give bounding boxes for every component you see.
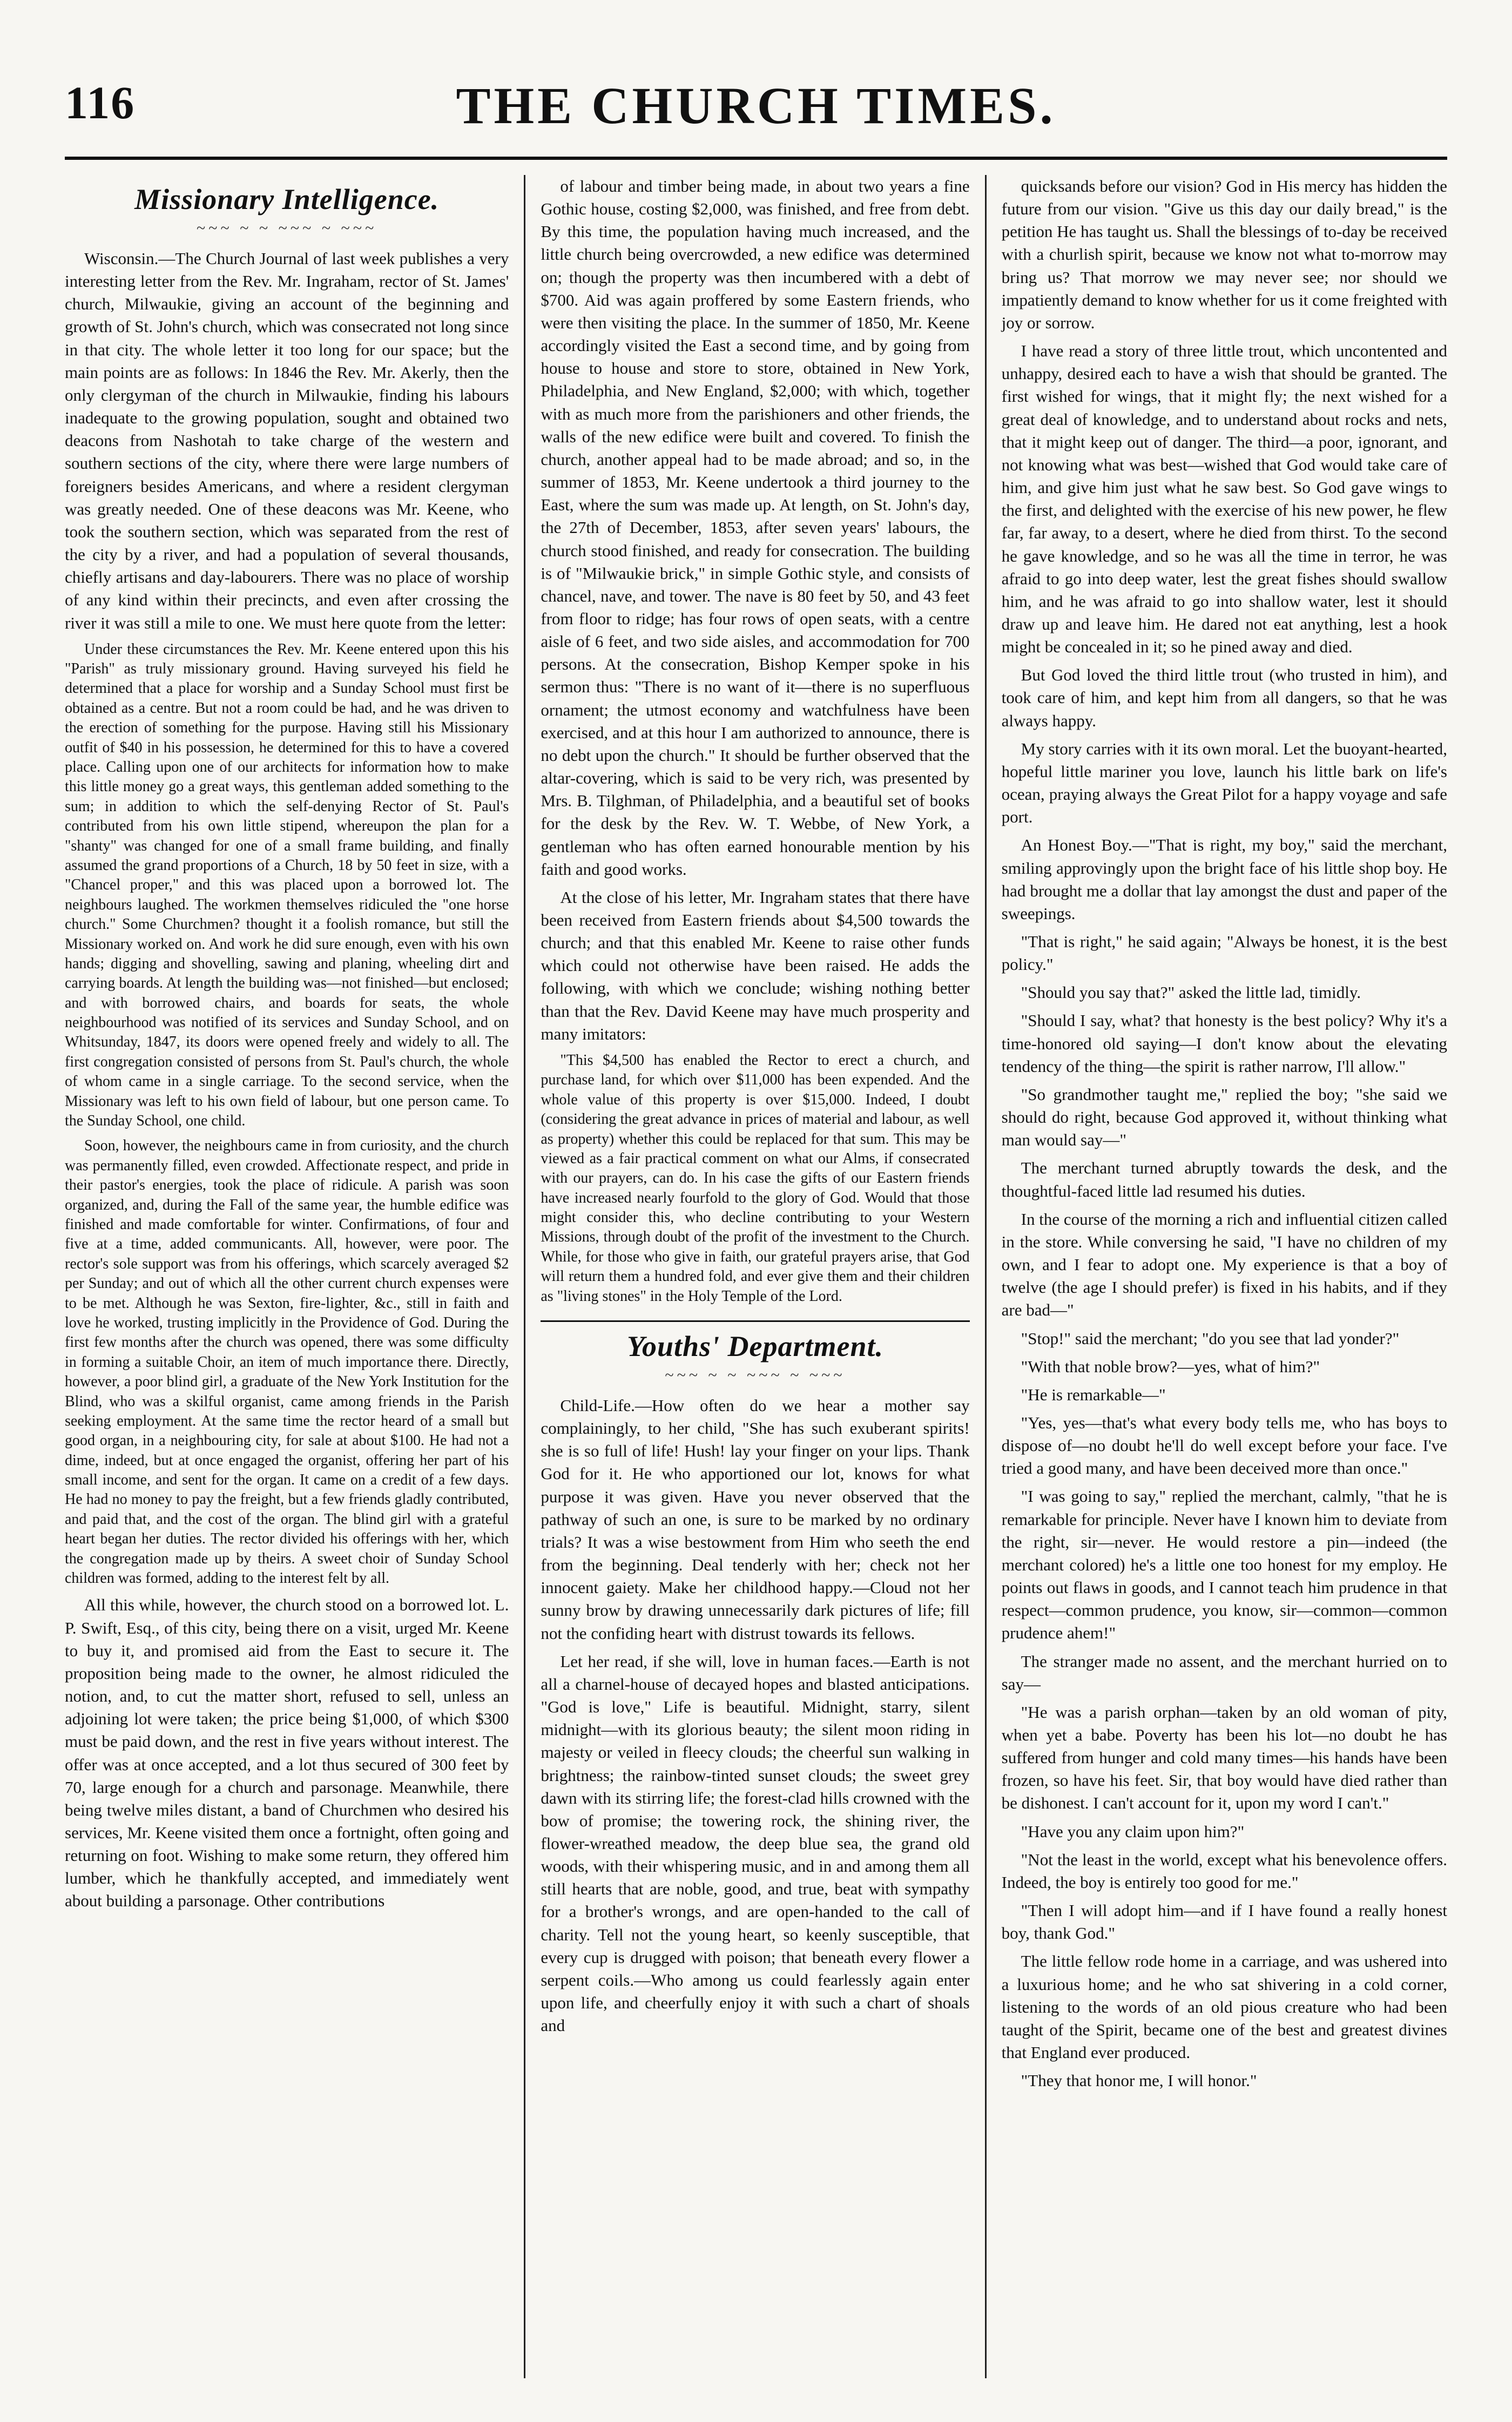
quoted-paragraph: Soon, however, the neighbours came in from curiosity, and the church was permanently filled, even crowded. Affectionate respect, and pride in their pastor's energies, took the place of ridicule. A parish was soon organized, and, during the Fall of the same year, the humble edifice was finished and made comfortable for winter. Confirmations, of four and five at a time, added communicants. All, however, were poor. The rector's sole support was from his offerings, which scarcely averaged $2 per Sunday; and out of which all the other current church expenses were to be met. Although he was Sexton, fire-lighter, &c., still in faith and love he worked, trusting implicitly in the Providence of God. During the first few months after the church was opened, there was some difficulty in forming a suitable Choir, an item of much importance there. Directly, however, a poor blind girl, a graduate of the New York Institution for the Blind, who was a skilful organist, came among friends in the Parish seeking employment. At the same time the rector heard of a small but good organ, in a neighbouring city, for sale at about $100. He had not a dime, indeed, but at once engaged the organist, offering her part of his small income, and sent for the organ. It came on a credit of a few days. He had no money to pay the freight, but a few friends gladly contributed, and paid that, and the cost of the organ. The blind girl with a grateful heart began her duties. The rector divided his offerings with her, which the congregation made up by theirs. A sweet choir of Sunday School children was formed, adding to the interest felt by all. xyxy=(65,1137,509,1587)
article-paragraph: "That is right," he said again; "Always be honest, it is the best policy." xyxy=(1001,932,1447,974)
article-paragraph: quicksands before our vision? God in His mercy has hidden the future from our vision. "Give us this day our daily bread," is the petition He has taught us. Shall the blessings of to-day be received with a churlish spirit, because we know not what to-morrow may bring us? That morrow we may never see; nor should we impatiently demand to know whether for us it come freighted with joy or sorrow. xyxy=(1001,177,1447,332)
article-paragraph: "So grandmother taught me," replied the boy; "she said we should do right, because God approved it, without thinking what man would say—" xyxy=(1001,1084,1447,1150)
article-paragraph: "With that noble brow?—yes, what of him?" xyxy=(1021,1357,1320,1376)
section-ornament: ~~~ ~ ~ ~~~ ~ ~~~ xyxy=(197,219,377,237)
section-ornament: ~~~ ~ ~ ~~~ ~ ~~~ xyxy=(665,1366,846,1385)
quoted-paragraph: Under these circumstances the Rev. Mr. Keene entered upon this his "Parish" as truly missionary ground. Having surveyed his field he determined that a place for worship and a Sunday School must first be obtained as a centre. But not a room could be had, and he was driven to the erection of something for the purpose. Having still his Missionary outfit of $40 in his possession, he determined for this to have a covered place. Calling upon one of our architects for information how to make this little money go a great ways, this gentleman added something to the sum; in addition to which the self-denying Rector of St. Paul's contributed from his own little stipend, whereupon the plan for a "shanty" was changed for one of a small frame building, and finally assumed the grand proportions of a Church, 18 by 50 feet in size, with a "Chancel proper," and this was placed upon a borrowed lot. The neighbours laughed. The workmen themselves ridiculed the "one horse church." Some Churchmen? thought it a foolish romance, but still the Missionary worked on. And work he did sure enough, even with his own hands; digging and shovelling, sawing and planing, wheeling dirt and carrying boards. At length the building was—not finished—but enclosed; and with borrowed chairs, and boards for seats, the whole neighbourhood was notified of its services and Sunday School, and on Whitsunday, 1847, its doors were opened freely and widely to all. The first congregation consisted of persons from St. Paul's church, the whole of whom came in a single carriage. To the second service, when the Missionary was left to his own field of labour, but one person came. To the Sunday School, one child. xyxy=(65,640,509,1130)
article-paragraph: "Not the least in the world, except what his benevolence offers. Indeed, the boy is entirely too good for me." xyxy=(1001,1850,1447,1892)
article-paragraph: The little fellow rode home in a carriage, and was ushered into a luxurious home; and he who sat shivering in a cold corner, listening to the words of an old pious creature who had been taught of the Spirit, became one of the best and greatest divines that England ever produced. xyxy=(1001,1952,1447,2062)
page-number: 116 xyxy=(65,77,136,129)
section-title-youths: Youths' Department. xyxy=(626,1330,884,1363)
masthead xyxy=(65,70,1447,160)
paper-title: THE CHURCH TIMES. xyxy=(456,77,1056,134)
article-paragraph: In the course of the morning a rich and influential citizen called in the store. While conversing he said, "I have no children of my own, and I fear to adopt one. My experience is that a boy of twelve (the age I should prefer) is fixed in his habits, and if they are bad—" xyxy=(1001,1209,1447,1320)
article-paragraph: of labour and timber being made, in about two years a fine Gothic house, costing $2,000, was finished, and free from debt. By this time, the population having much increased, and the little church being overcrowded, a new edifice was determined on; though the property was then incumbered with a debt of $700. Aid was again proffered by some Eastern friends, who were then visiting the place. In the summer of 1850, Mr. Keene accordingly visited the East a second time, and by going from house to house and store to store, obtained in New York, Philadelphia, and New England, $2,000; with which, together with as much more from the parishioners and other friends, the walls of the new edifice were built and covered. To finish the church, another appeal had to be made abroad; and so, in the summer of 1853, Mr. Keene undertook a third journey to the East, where the sum was made up. At length, on St. John's day, the 27th of December, 1853, after seven years' labours, the church stood finished, and ready for consecration. The building is of "Milwaukie brick," in simple Gothic style, and consists of chancel, nave, and tower. The nave is 80 feet by 50, and 43 feet from floor to ridge; has four rows of open seats, with a centre aisle of 6 feet, and two side aisles, and accommodation for 700 persons. At the consecration, Bishop Kemper spoke in his sermon thus: "There is no want of it—there is no superfluous ornament; the utmost economy and watchfulness have been exercised, and at this hour I am authorized to announce, there is no debt upon the church." It should be further observed that the altar-covering, which is said to be very rich, was presented by Mrs. B. Tilghman, of Philadelphia, and a beautiful set of books for the desk by the Rev. W. T. Webbe, of New York, a gentleman who has often earned honourable mention by his faith and good works. xyxy=(541,177,970,879)
article-paragraph: The merchant turned abruptly towards the desk, and the thoughtful-faced little lad resumed his duties. xyxy=(1001,1158,1447,1200)
article-paragraph: "They that honor me, I will honor." xyxy=(1021,2071,1257,2090)
article-paragraph: But God loved the third little trout (who trusted in him), and took care of him, and kept him from all dangers, so that he was always happy. xyxy=(1001,665,1447,730)
article-paragraph: At the close of his letter, Mr. Ingraham states that there have been received from Eastern friends about $4,500 towards the church; and that this enabled Mr. Keene to raise other funds which could not otherwise have been raised. He adds the following, with which we conclude; wishing nothing better than that the Rev. David Keene may have much prosperity and many imitators: xyxy=(541,887,970,1043)
quoted-paragraph: "This $4,500 has enabled the Rector to erect a church, and purchase land, for which over $11,000 has been expended. And the whole value of this property is over $15,000. Indeed, I doubt (considering the great advance in prices of material and labour, as well as property) whether this could be replaced for that sum. This may be viewed as a fair practical comment on what our Alms, if consecrated with our prayers, can do. In his case the gifts of our Eastern friends have increased nearly fourfold to the glory of God. Would that those might consider this, who decline contributing to your Western Missions, through doubt of the profit of the investment to the Church. While, for those who give in faith, our grateful prayers arise, that God will return them a hundred fold, and ever give them and their children as "living stones" in the Holy Temple of the Lord. xyxy=(541,1051,970,1305)
article-paragraph: "He is remarkable—" xyxy=(1021,1385,1166,1404)
article-paragraph: I have read a story of three little trout, which uncontented and unhappy, desired each to have a wish that should be granted. The first wished for wings, that it might fly; the next wished for a great deal of knowledge, and to understand about rocks and nets, that it might keep out of danger. The third—a poor, ignorant, and not knowing what was best—wished that God would take care of him, and give him just what he saw best. So God gave wings to the first, and delighted with the exercise of his new power, he flew far, far away, to a desert, where he died from thirst. To the second he gave knowledge, and so he was all the time in terror, he was afraid to go into deep water, lest the great fishes should swallow him, and he was afraid to go into shallow water, lest it should draw up and leave him. He dared not eat anything, lest a hook might be concealed in it; so he pined away and died. xyxy=(1001,341,1447,657)
article-paragraph: "He was a parish orphan—taken by an old woman of pity, when yet a babe. Poverty has been his lot—no doubt he has suffered from hunger and cold many times—his hands have been frozen, so have his feet. Sir, that boy would have died rather than be dishonest. I can't account for it, upon my word I can't." xyxy=(1001,1702,1447,1813)
section-divider xyxy=(541,1320,969,1322)
column-middle xyxy=(525,175,986,2378)
column-left xyxy=(65,175,525,2378)
article-paragraph: Child-Life.—How often do we hear a mother say complainingly, to her child, "She has such exuberant spirits! she is so full of life! Hush! lay your finger on your lips. Thank God for it. He who apportioned our lot, knows for what purpose it was given. Have you never observed that the pathway of such an one, is sure to be marked by no ordinary trials? It was a wise bestowment from Him who seeth the end from the beginning. Deal tenderly with her; check not her innocent gaiety. Make her childhood happy.—Cloud not her sunny brow by drawing unnecessarily dark pictures of life; fill not the confiding heart with distrust towards its fellows. xyxy=(541,1396,970,1643)
article-paragraph: "Then I will adopt him—and if I have found a really honest boy, thank God." xyxy=(1001,1901,1447,1943)
article-paragraph: The stranger made no assent, and the merchant hurried on to say— xyxy=(1001,1651,1447,1694)
column-right xyxy=(987,175,1447,2378)
article-paragraph: Wisconsin.—The Church Journal of last week publishes a very interesting letter from the Rev. Mr. Ingraham, rector of St. James' church, Milwaukie, giving an account of the beginning and growth of St. John's church, which was consecrated not long since in that city. The whole letter it too long for our space; but the main points are as follows: In 1846 the Rev. Mr. Akerly, then the only clergyman of the church in Milwaukie, finding his labours inadequate to the growing population, sought and obtained two deacons from Nashotah to take charge of the western and southern sections of the city, where there were large numbers of foreigners besides Americans, and where a resident clergyman was greatly needed. One of these deacons was Mr. Keene, who took the southern section, which was separated from the rest of the city by a river, and had a population of several thousands, chiefly artisans and day-labourers. There was no place of worship of any kind within their precincts, and even after crossing the river it was still a mile to one. We must here quote from the letter: xyxy=(65,249,509,632)
article-paragraph: Let her read, if she will, love in human faces.—Earth is not all a charnel-house of decayed hopes and blasted anticipations. "God is love," Life is beautiful. Midnight, starry, silent midnight—with its glorious beauty; the silent moon riding in majesty or veiled in fleecy clouds; the cheerful sun walking in brightness; the rainbow-tinted sunset clouds; the sweet grey dawn with its stirring life; the forest-clad hills crowned with the bow of promise; the towering rock, the shining river, the flower-wreathed meadow, the deep blue sea, the grand old woods, with their whispering music, and in and among them all still hearts that are noble, good, and true, beat with sympathy for a brother's wrongs, and are open-handed to the call of charity. Tell not the young heart, so keenly susceptible, that every cup is drugged with poison; that beneath every flower a serpent coils.—Who among us could fearlessly again enter upon life, and cheerfully enjoy it with such a chart of shoals and xyxy=(541,1651,970,2035)
article-paragraph: My story carries with it its own moral. Let the buoyant-hearted, hopeful little mariner you love, launch his little bark on life's ocean, praying always the Great Pilot for a happy voyage and safe port. xyxy=(1001,739,1447,827)
article-paragraph: An Honest Boy.—"That is right, my boy," said the merchant, smiling approvingly upon the bright face of his little shop boy. He had brought me a dollar that lay amongst the dust and paper of the sweepings. xyxy=(1001,835,1447,923)
article-paragraph: "Stop!" said the merchant; "do you see that lad yonder?" xyxy=(1021,1328,1400,1348)
article-paragraph: "Should I say, what? that honesty is the best policy? Why it's a time-honored old saying—I don't know about the elevating tendency of the thing—the spirit is rather narrow, I'll allow." xyxy=(1001,1011,1447,1076)
article-paragraph: "I was going to say," replied the merchant, calmly, "that he is remarkable for principle. Never have I known him to deviate from the right, sir—never. He would restore a pin—indeed (the merchant colored) he's a little one too honest for my employ. He points out flaws in goods, and I cannot teach him prudence in that respect—common prudence, you know, sir—common—common prudence ahem!" xyxy=(1001,1487,1447,1643)
article-paragraph: "Yes, yes—that's what every body tells me, who has boys to dispose of—no doubt he'll do well except before your face. I've tried a good many, and have been deceived more than once." xyxy=(1001,1413,1447,1478)
section-title-missionary: Missionary Intelligence. xyxy=(134,183,440,215)
article-paragraph: "Should you say that?" asked the little lad, timidly. xyxy=(1021,983,1361,1002)
article-paragraph: "Have you any claim upon him?" xyxy=(1021,1821,1245,1841)
article-columns xyxy=(65,175,1447,2378)
article-paragraph: All this while, however, the church stood on a borrowed lot. L. P. Swift, Esq., of this city, being there on a visit, urged Mr. Keene to buy it, and promised aid from the East to secure it. The proposition being made to the owner, he almost ridiculed the notion, and, to cut the matter short, refused to sell, unless an adjoining lot were taken; the price being $1,000, of which $300 must be paid down, and the rest in five years without interest. The offer was at once accepted, and a lot thus secured of 300 feet by 70, large enough for a church and parsonage. Meanwhile, there being twelve miles distant, a band of Churchmen who desired his services, Mr. Keene visited them once a fortnight, often going and returning on foot. Wishing to make some return, they offered him lumber, which he thankfully accepted, and immediately went about building a parsonage. Other contributions xyxy=(65,1595,509,1911)
